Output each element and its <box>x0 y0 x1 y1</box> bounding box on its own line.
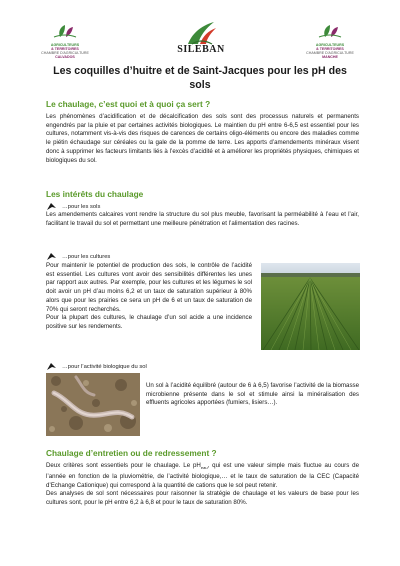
chambre-calvados-logo: AGRICULTEURS & TERRITOIRES CHAMBRE D'AGRICULTURE CALVADOS <box>40 24 90 52</box>
arrow-cursor-icon <box>46 202 57 211</box>
paragraph-biologique: Un sol à l’acidité équilibré (autour de 6 à 6,5) favorise l’activité de la biomasse microbienne présente dans le sol et stimule ainsi la minéralisation des effluents agricoles apportées (fumiers, lisiers…). <box>146 382 359 407</box>
paragraph-entretien-criteres: Deux critères sont essentiels pour le chaulage. Le $pH_{eau}$, qui est une valeur simple mais fluctue au cours de l’année en fonction de la pluviométrie, de l’activité biologique,… et le taux de saturation de la CEC (Capacité d’Echange Cationique) qui correspond à la quantité de cations que le sol peut retenir. <box>46 462 359 489</box>
paragraph-sols: Les amendements calcaires vont rendre la structure du sol plus meuble, favorisant la perméabilité à l’eau et l’air, facilitant le travail du sol et permettant une meilleure pénétration et l’alimentation des racines. <box>46 211 359 227</box>
subheading-biologique: …pour l’activité biologique du sol <box>46 362 147 371</box>
sileban-emblem-icon <box>170 18 232 46</box>
page-title: Les coquilles d’huitre et de Saint-Jacques pour les pH des sols <box>53 65 347 91</box>
paragraph-chaulage: Les phénomènes d’acidification et de décalcification des sols sont des processus naturels et permanents engendrés par la pluie et par certaines activités biologiques. Le maintien du pH entre 6-6,5 est essentiel pour les cultures, notamment vis-à-vis des risques de carences de certains oligo-éléments ou encore des maladies comme le piétin échaudage sur céréales ou la gale de la pomme de terre. Les apports d’amendements minéraux visent donc à supprimer les facteurs limitants liés à l’excès d’acidité et à améliorer les propriétés physiques, chimiques et biologiques du sol. <box>46 113 359 164</box>
field-image <box>261 263 360 350</box>
sileban-logo: SILEBAN <box>170 18 232 58</box>
chambre-manche-logo: AGRICULTEURS & TERRITOIRES CHAMBRE D'AGRICULTURE MANCHE <box>305 24 355 52</box>
section-heading-chaulage: Le chaulage, c’est quoi et à quoi ça sert ? <box>46 99 211 109</box>
soil-image <box>46 373 140 436</box>
earthworm-soil-photo <box>46 373 140 436</box>
paragraph-cultures: Pour maintenir le potentiel de production des sols, le contrôle de l’acidité est essentiel. Les cultures vont avoir des sensibilités différentes les unes par rapport aux autres. Par exemple, pour les cultures et les légumes le sol doit avoir un pH d’au moins 6,2 et un taux de saturation supérieur à 80% alors que pour les prairies ce sera un pH de 6 et un taux de saturation de 70% qui seront recherchés. Pour la plupart des cultures, le chaulage d’un sol acide a une incidence positive sur les rendements. <box>46 262 252 330</box>
section-heading-entretien: Chaulage d’entretien ou de redressement ? <box>46 448 217 458</box>
paragraph-entretien <box>46 462 359 508</box>
subheading-sols: …pour les sols <box>46 202 100 211</box>
paragraph-entretien-analyses: Des analyses de sol sont nécessaires pour raisonner la stratégie de chaulage et les valeurs de base pour les cultures sont, pour le pH entre 6,2 à 6,8 et pour le taux de saturation 80%. <box>46 490 359 507</box>
section-heading-interets: Les intérêts du chaulage <box>46 189 144 199</box>
arrow-cursor-icon <box>46 252 57 261</box>
leaf-emblem-icon <box>305 24 355 38</box>
wheat-field-photo <box>261 263 360 350</box>
subheading-cultures: …pour les cultures <box>46 252 110 261</box>
leaf-emblem-icon <box>40 24 90 38</box>
arrow-cursor-icon <box>46 362 57 371</box>
